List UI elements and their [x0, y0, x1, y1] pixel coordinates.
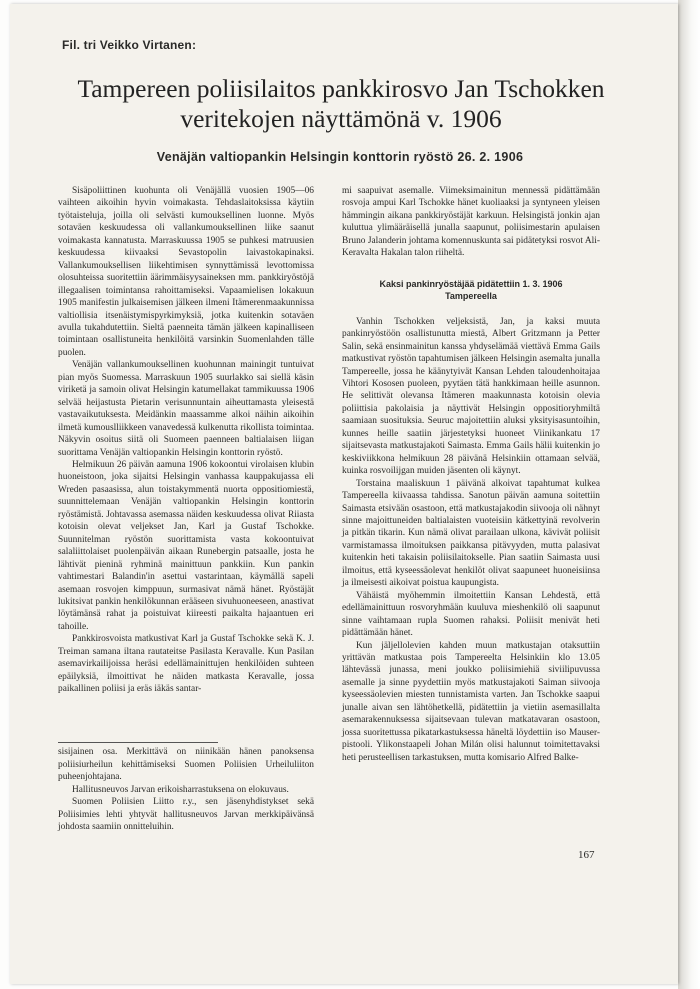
footnote-paragraph: Hallitusneuvos Jarvan erikoisharrastuksena on elokuvaus. [72, 784, 289, 795]
right-column [342, 185, 600, 764]
left-column [58, 185, 314, 696]
right-paragraph: Vähäistä myöhemmin ilmoitettiin Kansan Lehdestä, että edellämainittuun rosvoryhmään kuuluva mieshenkilö oli saapunut sinne vaihtamaan rupla Suomen rahaksi. Poliisit menivät heti pidättämään hänet. [342, 590, 600, 639]
page-number: 167 [578, 849, 595, 861]
right-paragraph: Kun jäljellolevien kahden muun matkustajan otaksuttiin yrittävän matkustaa pois Tampereelta Helsinkiin klo 13.05 lähtevässä junassa, meni joukko poliisimiehiä siviilipuvussa asemalle ja sinne pyydettiin myös matkustajakoti Saiman siivooja kyseessäolevien miesten tunnistamista varten. Jan Tschokke saapui junalle aivan sen lähtöhetkellä, pidätettiin ja vietiin asemasillalta asemarakennuksessa sijaitsevaan tulevan matkatavaran osastoon, jossa suoritettussa pikatarkastuksessa häneltä löydettiin iso Mauser-pistooli. Ylikonstaapeli Johan Milán olisi halunnut toimitettavaksi heti perusteellisen tarkastuksen, mutta komisario Alfred Balke- [342, 640, 600, 763]
left-paragraph: Pankkirosvoista matkustivat Karl ja Gustaf Tschokke sekä K. J. Treiman samana iltana rautateitse Pasilasta Keravalle. Kun Pasilan asemavirkailijoissa heräsi edellämainittujen henkilöiden suhteen epäilyksiä, ilmoittivat he näiden matkasta Keravalle, jossa paikallinen poliisi ja eräs iäkäs santar- [58, 634, 314, 695]
author-line: Fil. tri Veikko Virtanen: [62, 38, 197, 52]
subheading-line-1: Kaksi pankinryöstäjää pidätettiin 1. 3. 1906 [379, 278, 563, 289]
title-line-1: Tampereen poliisilaitos pankkirosvo Jan Tschokken [77, 74, 605, 103]
section-subheading [342, 278, 600, 302]
right-paragraph: Torstaina maaliskuun 1 päivänä alkoivat tapahtumat kulkea Tampereella kiivaassa tahdissa. Sanotun päivän aamuna soitettiin Saimasta etsivään osastoon, että matkustajakodin siivooja oli nähnyt sinne majoittuneiden baltialaisten vuoteisiin kätkettyinä revolverin ja pitkän tikarin. Kun nämä olivat parailaan ulkona, kävivät poliisit varmistamassa ilmoituksen paikkansa pitävyyden, mutta palasivat kuitenkin heti takaisin poliisilaitokselle. Pian saatiin Saimasta uusi ilmoitus, että kyseessäolevat henkilöt olivat saapuneet huoneisiinsa ja ilmeisesti aikoivat poistua kaupungista. [342, 478, 600, 589]
footnote-block [58, 746, 314, 834]
subheading-line-2: Tampereella [445, 290, 497, 301]
title-line-2: veritekojen näyttämönä v. 1906 [180, 104, 502, 133]
left-paragraph: Sisäpoliittinen kuohunta oli Venäjällä vuosien 1905—06 vaihteen aikoihin hyvin voimakasta. Tehdaslaitoksissa käytiin työtaisteluja, joilla oli selvästi kumouksellinen luonne. Myös sotaväen keskuudessa oli vallankumouksellinen liike saanut voimakasta kannatusta. Marraskuussa 1905 se puhkesi matruusien keskuudessa kiivaaksi Sevastopolin laivastokapinaksi. Vallankumouksellisen liikehtimisen synnyttämissä levottomissa olosuhteissa suoritettiin äärimmäisyysaineksen mm. pankkiryöstöjä illegaalisen toimintansa rahoittamiseksi. Vapaamielisen lokakuun 1905 manifestin julkaisemisen jälkeen ilmeni Itämerenmaakunnissa valtiollisia itsenäistymispyrkimyksiä, jotka kuitenkin sotaväen avulla tukahdutettiin. Sieltä paenneita tämän jälkeen kapinalliseen toimintaan osallistuneita henkilöitä varsinkin Suomenlahden tälle puolen. [58, 186, 314, 358]
right-paragraph: mi saapuivat asemalle. Viimeksimainitun mennessä pidättämään rosvoja ampui Karl Tschokke hänet kuoliaaksi ja syntyneen yleisen hämmingin aikana pankkiryöstäjät karkuun. Helsingistä jonkin ajan kuluttua ylimääräisellä junalla saapunut, poliisimestarin apulaisen Bruno Jalanderin johtama komennuskunta sai pidätetyksi rosvot Ali-Keravalta Hakalan talon riiheltä. [342, 186, 600, 259]
article-subtitle: Venäjän valtiopankin Helsingin konttorin ryöstö 26. 2. 1906 [156, 150, 524, 164]
left-paragraph: Venäjän vallankumouksellinen kuohunnan mainingit tuntuivat pian myös Suomessa. Marraskuun 1905 suurlakko sai siellä käsin viriketä ja samoin olivat Helsingin katumellakat tammikuussa 1906 selvää heijastusta Pietarin verisunnuntain aiheuttamasta yleisestä vastavaikutuksesta. Meidänkin maassamme alkoi näihin aikoihin ilmetä kumouslliikkeen vanavedessä kulkenutta rikollista toimintaa. Näkyvin osoitus siitä oli Suomeen paenneen baltialaisen liigan suorittama Venäjän valtiopankin Helsingin konttorin ryöstö. [58, 360, 314, 458]
footnote-paragraph: sisijainen osa. Merkittävä on niinikään hänen panoksensa poliisiurheilun kehittämiseksi Suomen Poliisien Urheiluliiton puheenjohtajana. [58, 747, 314, 782]
right-paragraph: Vanhin Tschokken veljeksistä, Jan, ja kaksi muuta pankinryöstöön osallistunutta miestä, Albert Gritzmann ja Petter Salin, sekä ensinmainitun kanssa yhdyselämää viettävä Emma Gails matkustivat ryöstön tapahtumisen jälkeen Helsingin asemalta junalla Tampereelle, jossa he käänytyivät Kansan Lehden taloudenhoitajaa Vihtori Kososen puoleen, pyytäen tätä hankkimaan heille asunnon. He selittivät olevansa Itämeren maakunnasta kotoisin olevia poliittisia pakolaisia ja näyttivät Helsingin oppositioryhmiltä saamiaan suosituksia. Seuruc majoitettiin aluksi yksityisasuntoihin, kunnes heille saatiin järjestetyksi huoneet Viinikankatu 17 sijaitsevasta matkustajakoti Saimasta. Emma Gails hälii kuitenkin jo keskiviikkona helmikuun 28 päivänä Helsinkiin ottamaan selvää, kuinka rosvoilijgan muiden jäsenten oli käynyt. [342, 316, 600, 477]
scan-edge [678, 0, 700, 989]
footnote-paragraph: Suomen Poliisien Liitto r.y., sen jäsenyhdistykset sekä Poliisimies lehti yhtyvät hallitusneuvos Jarvan merkkipäivänsä johdosta saamiin onnitteluihin. [58, 797, 314, 832]
left-paragraph: Helmikuun 26 päivän aamuna 1906 kokoontui virolaisen klubin huoneistoon, joka sijaitsi Helsingin vanhassa kauppakujassa eli Wreden pasaasissa, alun toistakymmentä nuorta oppositiomiestä, suunnittelemaan Venäjän valtiopankin Helsingin konttorin ryöstämistä. Johtavassa asemassa näiden keskuudessa olivat Riiasta kotoisin olevat veljekset Jan, Karl ja Gustaf Tschokke. Suunnitelman ryöstön suorittamista vasta kokoontuivat salaliittolaiset puolenpäivän aikaan Runebergin patsaalle, josta he lähtivät pieninä ryhminä mainittuun pankkiin. Kun pankin vahtimestari Balandin'in asettui vastarintaan, käymällä sapeli asemaan rosvojen kimppuun, surmasivat nämä hänet. Ryöstäjät lukitsivat pankin henkilökunnan erääseen sivuhuoneeseen, anastivat löytämänsä rahat ja poistuivat kiireesti paikalta hajaantuen eri tahoille. [58, 459, 314, 632]
footnote-divider [58, 742, 218, 743]
article-title [40, 74, 642, 134]
